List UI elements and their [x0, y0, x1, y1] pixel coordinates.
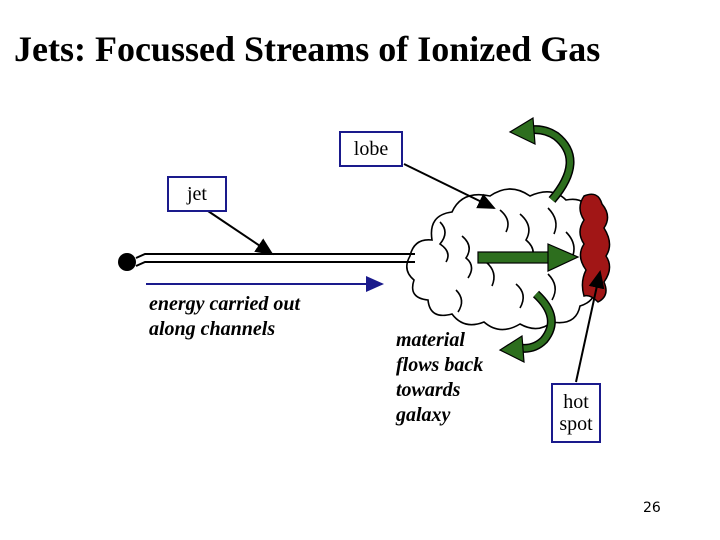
lobe-label: lobe [339, 131, 403, 167]
page-number: 26 [643, 500, 661, 516]
slide-title: Jets: Focussed Streams of Ionized Gas [14, 29, 601, 69]
galaxy-nucleus [118, 253, 136, 271]
hot-spot-label-line1: hot [563, 391, 589, 413]
forward-flow-arrow [478, 244, 578, 271]
hot-spot-label [551, 383, 601, 443]
hot-spot-label-line2: spot [559, 413, 593, 435]
material-caption-line2: flows back [396, 354, 484, 376]
jet-pointer [208, 211, 272, 254]
jet-label: jet [167, 176, 227, 212]
hot-spot [580, 194, 610, 302]
material-caption [396, 328, 483, 428]
energy-caption-line1: energy carried out [149, 293, 301, 315]
energy-caption [149, 292, 300, 342]
jet-channel [136, 254, 415, 266]
energy-caption-line2: along channels [149, 318, 276, 340]
material-caption-line3: towards [396, 379, 461, 401]
material-caption-line4: galaxy [396, 404, 451, 426]
backflow-arrow-bottom [500, 294, 551, 362]
material-caption-line1: material [396, 329, 465, 351]
lobe-pointer [404, 164, 494, 208]
backflow-arrow-top [510, 118, 570, 200]
